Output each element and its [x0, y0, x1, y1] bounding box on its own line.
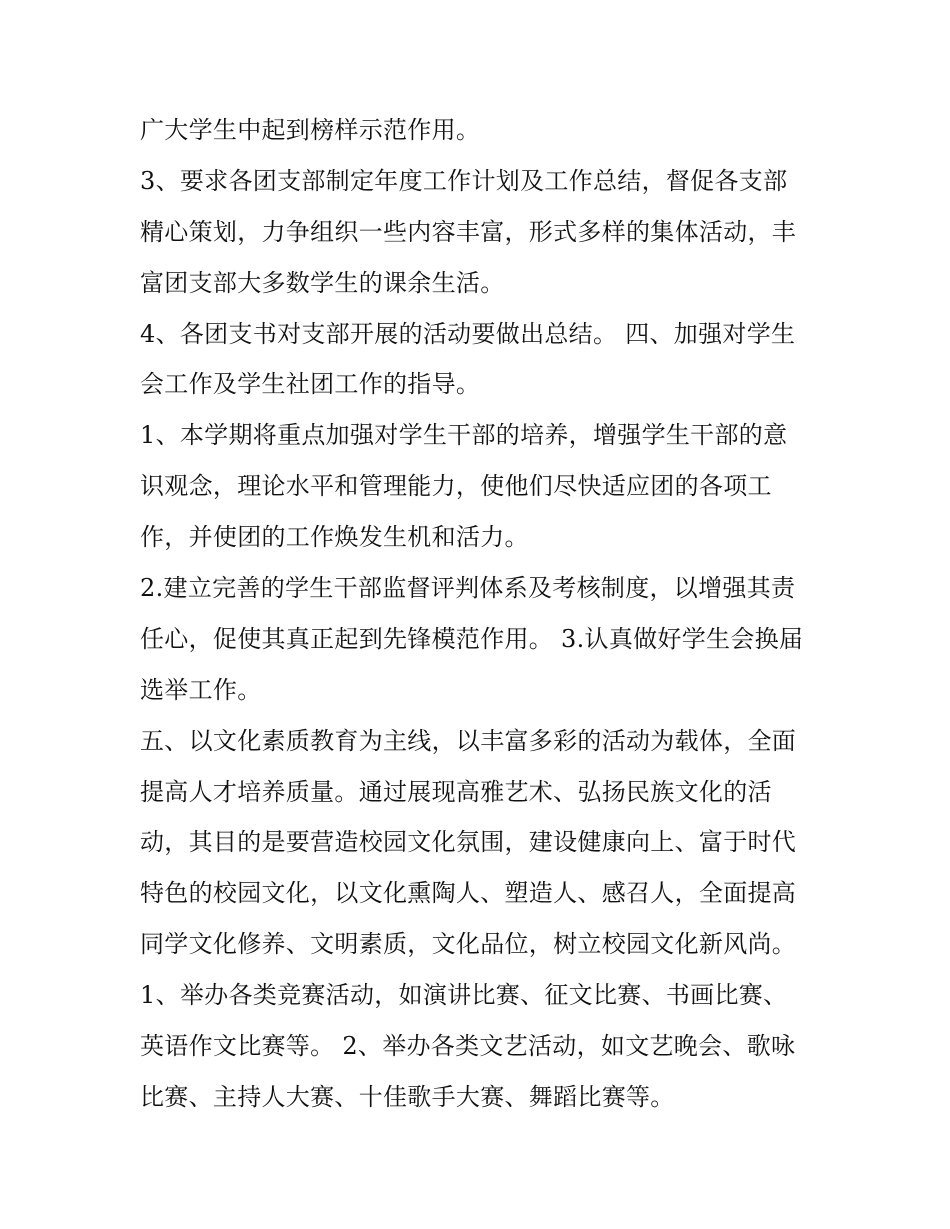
text-line: 识观念，理论水平和管理能力，使他们尽快适应团的各项工: [140, 472, 772, 501]
text-line: 作，并使团的工作焕发生机和活力。: [140, 523, 529, 552]
text-line: 英语作文比赛等。 2、举办各类文艺活动，如文艺晚会、歌咏: [140, 1032, 796, 1061]
text-line: 任心，促使其真正起到先锋模范作用。 3.认真做好学生会换届: [140, 624, 804, 653]
text-line: 1、本学期将重点加强对学生干部的培养，增强学生干部的意: [140, 421, 788, 450]
text-line: 精心策划，力争组织一些内容丰富，形式多样的集体活动，丰: [140, 217, 797, 246]
text-line: 1、举办各类竞赛活动，如演讲比赛、征文比赛、书画比赛、: [140, 981, 788, 1010]
text-line: 3、要求各团支部制定年度工作计划及工作总结，督促各支部: [140, 166, 788, 195]
text-line: 选举工作。: [140, 675, 262, 704]
text-line: 广大学生中起到榜样示范作用。: [140, 116, 481, 144]
body-text: [140, 105, 830, 1123]
text-line: 会工作及学生社团工作的指导。: [140, 370, 481, 399]
text-line: 五、以文化素质教育为主线，以丰富多彩的活动为载体，全面: [140, 726, 797, 755]
text-line: 特色的校园文化，以文化熏陶人、塑造人、感召人，全面提高: [140, 879, 797, 908]
text-line: 富团支部大多数学生的课余生活。: [140, 268, 505, 297]
text-line: 2.建立完善的学生干部监督评判体系及考核制度，以增强其责: [140, 574, 796, 603]
text-line: 4、各团支书对支部开展的活动要做出总结。 四、加强对学生: [140, 319, 796, 348]
text-line: 动，其目的是要营造校园文化氛围，建设健康向上、富于时代: [140, 828, 797, 857]
text-line: 同学文化修养、文明素质，文化品位，树立校园文化新风尚。: [140, 930, 797, 959]
text-line: 比赛、主持人大赛、十佳歌手大赛、舞蹈比赛等。: [140, 1082, 675, 1111]
text-line: 提高人才培养质量。通过展现高雅艺术、弘扬民族文化的活: [140, 777, 772, 806]
